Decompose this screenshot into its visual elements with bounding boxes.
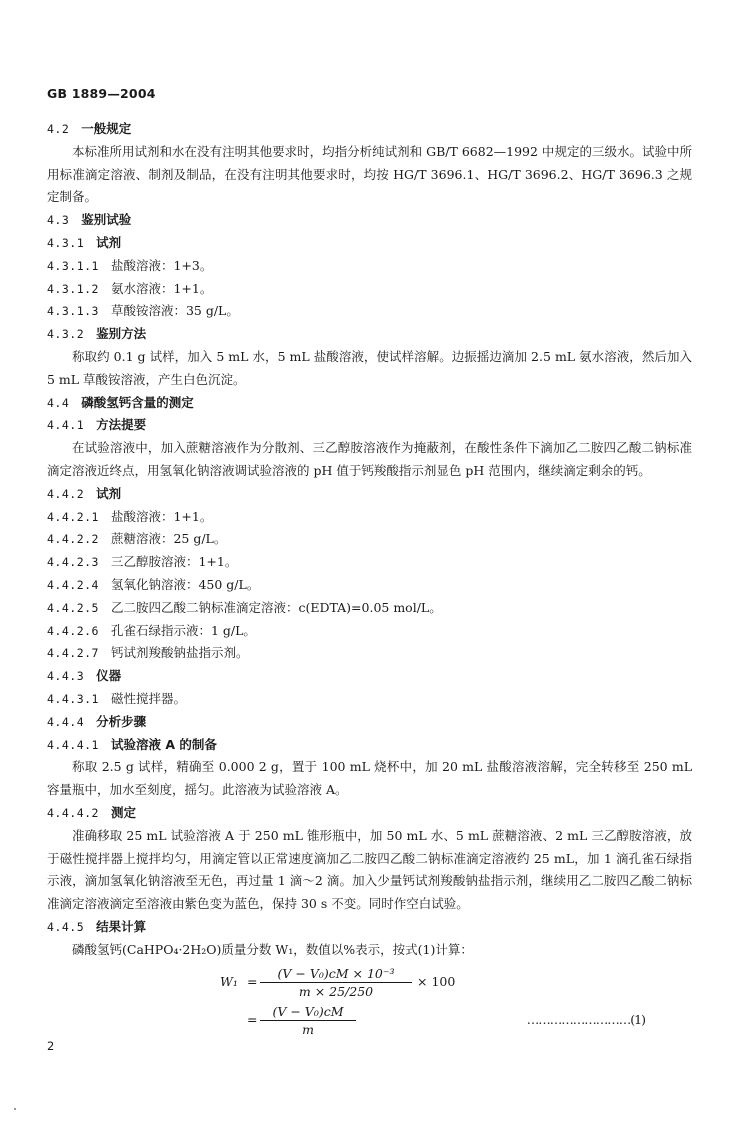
- section-heading: [47, 232, 692, 255]
- item-text: 蔗糖溶液：25 g/L。: [110, 531, 227, 547]
- list-item: [47, 688, 692, 711]
- item-number: 4.4.2.2: [47, 532, 99, 547]
- section-number: 4.4: [47, 395, 70, 410]
- section-number: 4.3: [47, 213, 70, 228]
- formula-lhs: W₁: [220, 974, 238, 989]
- item-text: 乙二胺四乙酸二钠标准滴定溶液：c(EDTA)=0.05 mol/L。: [110, 599, 442, 615]
- paragraph: 称取约 0.1 g 试样，加入 5 mL 水，5 mL 盐酸溶液，使试样溶解。边振摇边滴加 2.5 mL 氨水溶液，然后加入 5 mL 草酸铵溶液，产生白色沉淀。: [47, 348, 692, 387]
- list-item: [47, 506, 692, 529]
- item-number: 4.4.3.1: [47, 691, 99, 706]
- section-number: 4.4.5: [47, 919, 85, 934]
- section-title: 仪器: [96, 668, 122, 684]
- list-item: [47, 278, 692, 301]
- item-text: 盐酸溶液：1+3。: [110, 257, 213, 273]
- item-text: 氢氧化钠溶液：450 g/L。: [110, 576, 260, 592]
- section-heading: [47, 734, 692, 757]
- section-number: 4.3.2: [47, 327, 85, 342]
- section-number: 4.4.1: [47, 418, 85, 433]
- section-title: 试剂: [96, 234, 122, 250]
- section-title: 鉴别方法: [96, 326, 147, 342]
- paragraph: 准确移取 25 mL 试验溶液 A 于 250 mL 锥形瓶中，加 50 mL 水、5 mL 蔗糖溶液、2 mL 三乙醇胺溶液，放于磁性搅拌器上搅拌均匀，用滴定管以正常速度滴加乙二胺四乙酸二钠标准滴定溶液约 25 mL，加 1 滴孔雀石绿指示液，滴加氢氧化钠溶液至无色，再过量 1 滴～2 滴。加入少量钙试剂羧酸钠盐指示剂，继续用乙二胺四乙酸二钠标准滴定溶液滴定至溶液由紫色变为蓝色，保持 30 s 不变。同时作空白试验。: [47, 827, 692, 912]
- item-number: 4.3.1.1: [47, 258, 99, 273]
- formula-fraction-1: [260, 966, 412, 999]
- formula-equals-1: =: [247, 974, 258, 989]
- scan-speck: [14, 1108, 16, 1110]
- section-number: 4.2: [47, 122, 70, 136]
- item-number: 4.4.2.4: [47, 577, 99, 592]
- list-item: [47, 642, 692, 665]
- fraction-bar: [260, 1020, 356, 1021]
- list-item: [47, 620, 692, 643]
- section-title: 磷酸氢钙含量的测定: [81, 394, 194, 410]
- section-number: 4.4.4.1: [47, 737, 99, 752]
- item-number: 4.3.1.3: [47, 304, 99, 319]
- paragraph: 在试验溶液中，加入蔗糖溶液作为分散剂、三乙醇胺溶液作为掩蔽剂，在酸性条件下滴加乙二胺四乙酸二钠标准滴定溶液近终点，用氢氧化钠溶液调试验溶液的 pH 值于钙羧酸指示剂显色 pH 范围内，继续滴定剩余的钙。: [47, 440, 692, 478]
- section-title: 一般规定: [81, 121, 132, 136]
- section-number: 4.4.4: [47, 714, 85, 729]
- item-number: 4.4.2.6: [47, 623, 99, 638]
- item-text: 盐酸溶液：1+1。: [110, 508, 213, 524]
- item-number: 4.4.2.5: [47, 600, 99, 615]
- section-title: 试验溶液 A 的制备: [110, 736, 217, 752]
- section-title: 测定: [110, 804, 136, 820]
- item-text: 三乙醇胺溶液：1+1。: [110, 554, 238, 570]
- section-heading: [47, 209, 692, 232]
- formula-numerator-1: (V − V₀)cM × 10⁻³: [277, 966, 395, 981]
- formula-numerator-2: (V − V₀)cM: [272, 1004, 344, 1019]
- item-text: 磁性搅拌器。: [110, 690, 186, 706]
- list-item: [47, 528, 692, 551]
- section-heading: [47, 916, 692, 939]
- formula-denominator-1: m × 25/250: [298, 984, 374, 999]
- list-item: [47, 255, 692, 278]
- paragraph: 称取 2.5 g 试样，精确至 0.000 2 g，置于 100 mL 烧杯中，加 20 mL 盐酸溶液溶解，完全转移至 250 mL 容量瓶中，加水至刻度，摇匀。此溶液为试验溶液 A。: [47, 759, 692, 798]
- section-number: 4.4.2: [47, 486, 85, 501]
- section-heading: [47, 665, 692, 688]
- paragraph: 本标准所用试剂和水在没有注明其他要求时，均指分析纯试剂和 GB/T 6682—1992 中规定的三级水。试验中所用标准滴定溶液、制剂及制品，在没有注明其他要求时，均按 HG/T 3696.1、HG/T 3696.2、HG/T 3696.3 之规定制备。: [47, 143, 692, 205]
- formula-denominator-2: m: [302, 1022, 314, 1037]
- section-title: 分析步骤: [96, 713, 147, 729]
- item-text: 氨水溶液：1+1。: [110, 280, 213, 296]
- item-number: 4.4.2.3: [47, 555, 99, 570]
- item-number: 4.4.2.1: [47, 509, 99, 524]
- page-number: 2: [47, 1039, 55, 1053]
- item-text: 钙试剂羧酸钠盐指示剂。: [110, 645, 249, 661]
- formula-number-label: ………………………(1): [526, 1012, 645, 1027]
- item-number: 4.3.1.2: [47, 281, 99, 296]
- section-heading: [47, 802, 692, 825]
- section-heading: [47, 414, 692, 437]
- section-title: 鉴别试验: [81, 212, 132, 228]
- item-number: 4.4.2.7: [47, 646, 99, 661]
- section-heading: [47, 483, 692, 506]
- section-heading: [47, 392, 692, 415]
- fraction-bar: [260, 982, 412, 983]
- section-number: 4.4.4.2: [47, 805, 99, 820]
- section-heading: [47, 711, 692, 734]
- section-heading: [47, 118, 692, 141]
- section-title: 试剂: [96, 485, 122, 501]
- list-item: [47, 300, 692, 323]
- section-title: 方法提要: [96, 417, 147, 433]
- list-item: [47, 597, 692, 620]
- formula-times-100: × 100: [417, 974, 456, 989]
- standard-code: GB 1889—2004: [47, 86, 156, 101]
- item-text: 草酸铵溶液：35 g/L。: [110, 303, 239, 319]
- section-title: 结果计算: [96, 918, 147, 934]
- paragraph: 磷酸氢钙(CaHPO₄·2H₂O)质量分数 W₁，数值以%表示，按式(1)计算：: [72, 941, 473, 957]
- document-body: [47, 118, 692, 961]
- item-text: 孔雀石绿指示液：1 g/L。: [110, 622, 256, 638]
- section-number: 4.3.1: [47, 235, 85, 250]
- formula-equals-2: =: [247, 1012, 258, 1027]
- section-heading: [47, 323, 692, 346]
- section-number: 4.4.3: [47, 669, 85, 684]
- list-item: [47, 551, 692, 574]
- list-item: [47, 574, 692, 597]
- formula-fraction-2: [260, 1004, 356, 1037]
